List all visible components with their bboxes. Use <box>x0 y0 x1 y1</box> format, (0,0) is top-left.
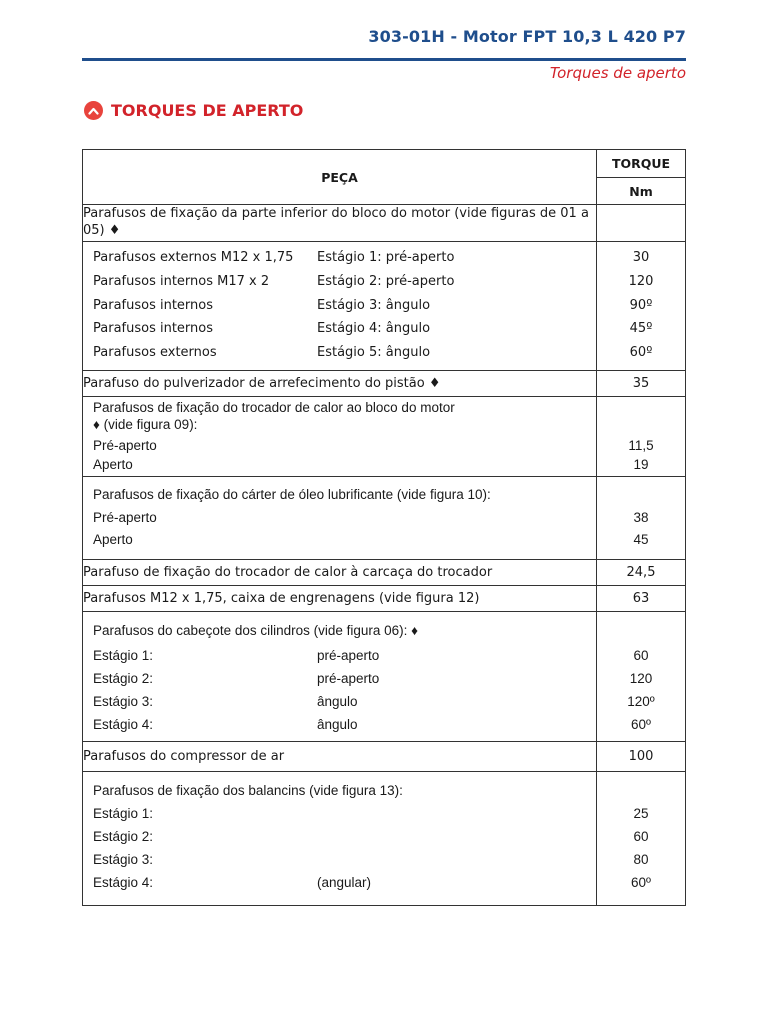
group-title: Parafusos de fixação do trocador de calor ao bloco do motor <box>93 400 455 415</box>
stage-label: Estágio 1: <box>93 806 154 821</box>
list-item <box>93 293 586 317</box>
group-values-cylinder-head <box>597 612 686 742</box>
stage-label: Estágio 1: pré-aperto <box>317 250 455 266</box>
torque-value: 38 <box>633 510 649 525</box>
document-header-title: 303-01H - Motor FPT 10,3 L 420 P7 <box>368 27 686 46</box>
torque-value: 35 <box>597 371 686 397</box>
column-header-unit: Nm <box>597 178 686 205</box>
empty-cell <box>597 205 686 242</box>
stage-label: Pré-aperto <box>93 510 157 525</box>
group-oil-sump <box>83 477 597 560</box>
list-item <box>93 341 586 365</box>
group-title: Parafusos de fixação do cárter de óleo lubrificante (vide figura 10): <box>93 487 491 502</box>
torque-value: 25 <box>633 806 649 821</box>
bolt-label: Parafusos internos <box>93 321 214 337</box>
torque-value: 120 <box>628 274 654 290</box>
stage-label: Estágio 3: <box>93 694 154 709</box>
torque-value: 120º <box>627 694 655 709</box>
group-cylinder-head <box>83 612 597 742</box>
row-label-air-compressor: Parafusos do compressor de ar <box>83 742 597 772</box>
stage-label: Estágio 4: <box>93 875 154 890</box>
torque-value: 60 <box>633 648 649 663</box>
bolt-label: Parafusos internos M17 x 2 <box>93 274 270 290</box>
torque-value: 11,5 <box>628 438 654 453</box>
list-item <box>93 270 586 294</box>
list-item <box>93 246 586 270</box>
stage-label: Pré-aperto <box>93 438 157 453</box>
stage-label: Estágio 3: <box>93 852 154 867</box>
torque-value: 19 <box>633 457 649 472</box>
torque-value: 60º <box>629 345 653 361</box>
section-heading <box>84 101 303 120</box>
stage-label: Estágio 2: pré-aperto <box>317 274 455 290</box>
stage-label: Estágio 3: ângulo <box>317 297 431 313</box>
torque-value: 120 <box>629 671 653 686</box>
bolt-label: Parafusos internos <box>93 297 214 313</box>
torque-value: 30 <box>632 250 650 266</box>
stage-type: pré-aperto <box>317 671 380 686</box>
group-values-rocker-arms <box>597 772 686 906</box>
row-label-gear-case: Parafusos M12 x 1,75, caixa de engrenagens (vide figura 12) <box>83 586 597 612</box>
row-label-exchanger-housing: Parafuso de fixação do trocador de calor à carcaça do trocador <box>83 560 597 586</box>
group-values-heat-exchanger <box>597 397 686 477</box>
group-heat-exchanger-block <box>83 397 597 477</box>
group-values-oil-sump <box>597 477 686 560</box>
group-title: Parafusos do cabeçote dos cilindros (vide figura 06): ♦ <box>93 623 419 638</box>
stage-label: Estágio 2: <box>93 671 154 686</box>
torque-value: 45 <box>633 532 649 547</box>
list-item <box>93 690 586 713</box>
list-item <box>93 644 586 667</box>
list-item <box>93 848 586 871</box>
torque-value: 60º <box>631 717 651 732</box>
group-title-cont: ♦ (vide figura 09): <box>93 417 198 432</box>
column-header-torque: TORQUE <box>597 150 686 178</box>
stage-label: Estágio 5: ângulo <box>317 345 431 361</box>
group-rows-lower-block <box>83 242 597 371</box>
group-values-lower-block <box>597 242 686 371</box>
torque-value: 45º <box>629 321 653 337</box>
stage-type: ângulo <box>317 694 358 709</box>
group-title: Parafusos de fixação dos balancins (vide figura 13): <box>93 783 403 798</box>
bolt-label: Parafusos externos M12 x 1,75 <box>93 250 294 266</box>
torque-value: 63 <box>597 586 686 612</box>
list-item <box>93 871 586 894</box>
bolt-label: Parafusos externos <box>93 345 217 361</box>
list-item <box>93 802 586 825</box>
chevron-up-icon[interactable] <box>84 101 103 120</box>
torque-value: 100 <box>597 742 686 772</box>
list-item <box>93 825 586 848</box>
torque-value: 24,5 <box>597 560 686 586</box>
torque-value: 60º <box>631 875 651 890</box>
stage-label: Estágio 2: <box>93 829 154 844</box>
list-item <box>93 667 586 690</box>
list-item <box>93 713 586 736</box>
column-header-part: PEÇA <box>83 150 597 205</box>
torque-value: 60 <box>633 829 649 844</box>
row-label-piston-sprayer: Parafuso do pulverizador de arrefecimento do pistão ♦ <box>83 371 597 397</box>
list-item <box>93 317 586 341</box>
stage-type: pré-aperto <box>317 648 380 663</box>
stage-label: Aperto <box>93 457 133 472</box>
group-rocker-arms <box>83 772 597 906</box>
torque-value: 90º <box>629 297 653 313</box>
header-divider <box>82 58 686 61</box>
document-header-subtitle: Torques de aperto <box>549 64 686 82</box>
torque-value: 80 <box>633 852 649 867</box>
stage-label: Aperto <box>93 532 133 547</box>
stage-label: Estágio 4: <box>93 717 154 732</box>
stage-label: Estágio 4: ângulo <box>317 321 431 337</box>
stage-type: (angular) <box>317 875 372 890</box>
torque-table <box>82 149 686 906</box>
stage-label: Estágio 1: <box>93 648 154 663</box>
group-title-lower-block: Parafusos de fixação da parte inferior do bloco do motor (vide figuras de 01 a 05) ♦ <box>83 205 597 242</box>
section-title: TORQUES DE APERTO <box>111 101 304 120</box>
stage-type: ângulo <box>317 717 358 732</box>
